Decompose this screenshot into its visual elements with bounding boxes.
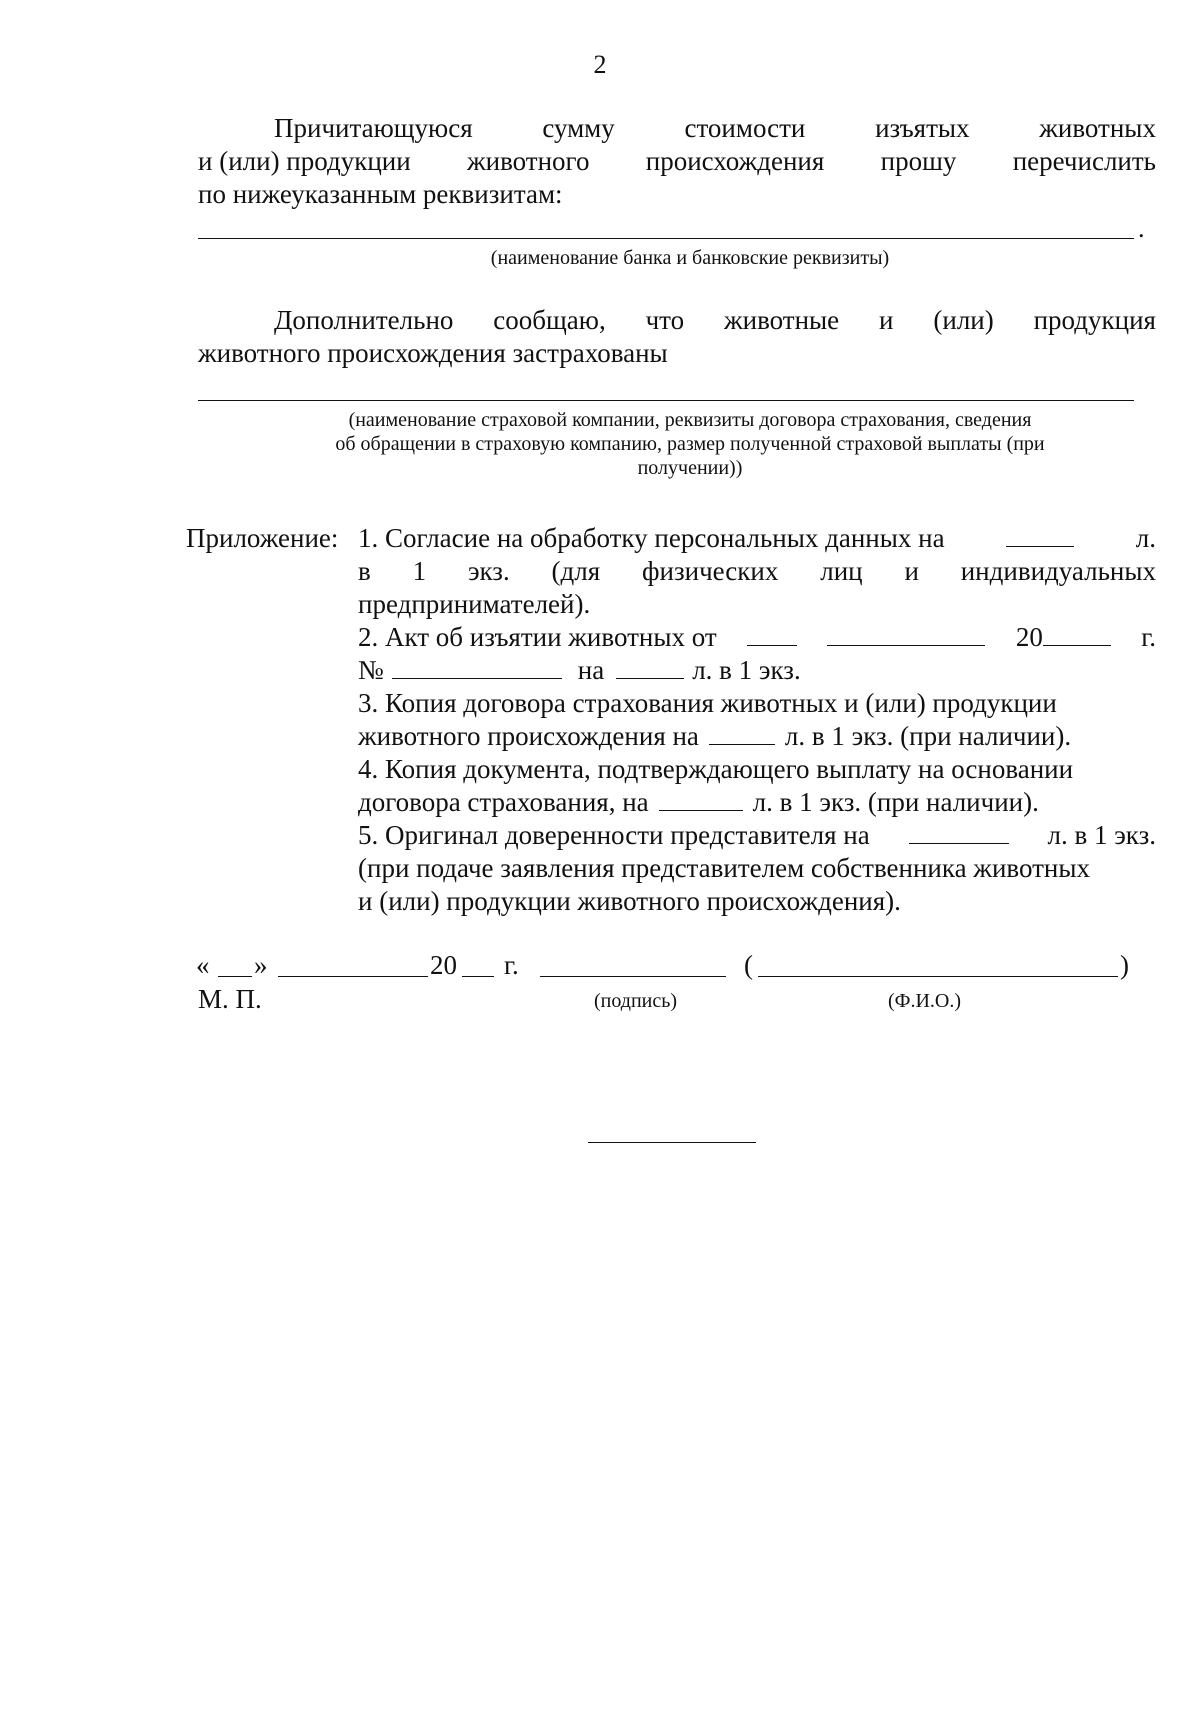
date-year-suffix: г. bbox=[504, 950, 519, 980]
attachments-label: Приложение: bbox=[186, 523, 339, 553]
date-year-prefix: 20 bbox=[430, 950, 457, 980]
stamp-place-label: М. П. bbox=[198, 984, 262, 1014]
attachment-item-2: 2. Акт об изъятии животных от 20 г. № на л. в 1 экз. bbox=[358, 622, 1156, 685]
act-day-field[interactable] bbox=[747, 621, 797, 646]
attachment-item-5: 5. Оригинал доверенности представителя на л. в 1 экз. (при подаче заявления представителем собственника животных и (или) продукции животного происхождения). bbox=[358, 820, 1156, 916]
full-name-caption: (Ф.И.О.) bbox=[888, 990, 962, 1012]
full-name-field[interactable] bbox=[758, 976, 1118, 977]
paragraph-line: Причитающуюся сумму стоимости изъятых животных bbox=[274, 113, 1156, 143]
act-sheets-field[interactable] bbox=[616, 654, 684, 679]
payment-document-sheets-field[interactable] bbox=[659, 786, 743, 811]
signature-field[interactable] bbox=[540, 976, 726, 977]
insurance-details-field[interactable] bbox=[198, 400, 1134, 401]
power-of-attorney-sheets-field[interactable] bbox=[909, 819, 1009, 844]
date-year-field[interactable] bbox=[462, 976, 494, 977]
attachment-item-4: 4. Копия документа, подтверждающего выплату на основании договора страхования, на л. в 1 экз. (при наличии). bbox=[358, 754, 1074, 817]
attachment-item-3: 3. Копия договора страхования животных и (или) продукции животного происхождения на л. в 1 экз. (при наличии). bbox=[358, 688, 1072, 751]
paragraph-line: и (или) продукции животного происхождения прошу перечислить bbox=[198, 146, 1156, 176]
act-year-field[interactable] bbox=[1043, 621, 1111, 646]
sheets-count-field[interactable] bbox=[1006, 522, 1074, 547]
act-month-field[interactable] bbox=[827, 621, 985, 646]
name-paren-close: ) bbox=[1120, 950, 1129, 980]
paragraph-line: животного происхождения застрахованы bbox=[198, 338, 668, 368]
date-open-quote: « bbox=[196, 950, 210, 980]
insurance-contract-sheets-field[interactable] bbox=[709, 720, 775, 745]
paragraph-line: по нижеуказанным реквизитам: bbox=[198, 179, 563, 209]
name-paren-open: ( bbox=[744, 950, 753, 980]
act-number-field[interactable] bbox=[392, 654, 562, 679]
signature-caption: (подпись) bbox=[594, 990, 678, 1012]
date-month-field[interactable] bbox=[278, 976, 428, 977]
date-close-quote: » bbox=[254, 950, 268, 980]
bank-details-field[interactable] bbox=[198, 238, 1134, 239]
end-of-document-rule bbox=[588, 1142, 756, 1143]
page-number: 2 bbox=[593, 50, 607, 79]
paragraph-line: Дополнительно сообщаю, что животные и (или) продукция bbox=[274, 305, 1156, 335]
bank-details-caption: (наименование банка и банковские реквизиты) bbox=[490, 247, 890, 269]
insurance-paragraph bbox=[198, 304, 1156, 370]
payment-request-paragraph bbox=[198, 112, 1156, 211]
bank-line-end: . bbox=[1138, 214, 1145, 243]
insurance-details-caption: (наименование страховой компании, реквизиты договора страхования, сведения об обращении в страховую компанию, размер полученной страховой выплаты (при получении)) bbox=[335, 409, 1045, 479]
date-day-field[interactable] bbox=[218, 976, 252, 977]
attachment-item-1: 1. Согласие на обработку персональных данных на л. в 1 экз. (для физических лиц и индивидуальных предпринимателей). bbox=[358, 523, 1156, 619]
